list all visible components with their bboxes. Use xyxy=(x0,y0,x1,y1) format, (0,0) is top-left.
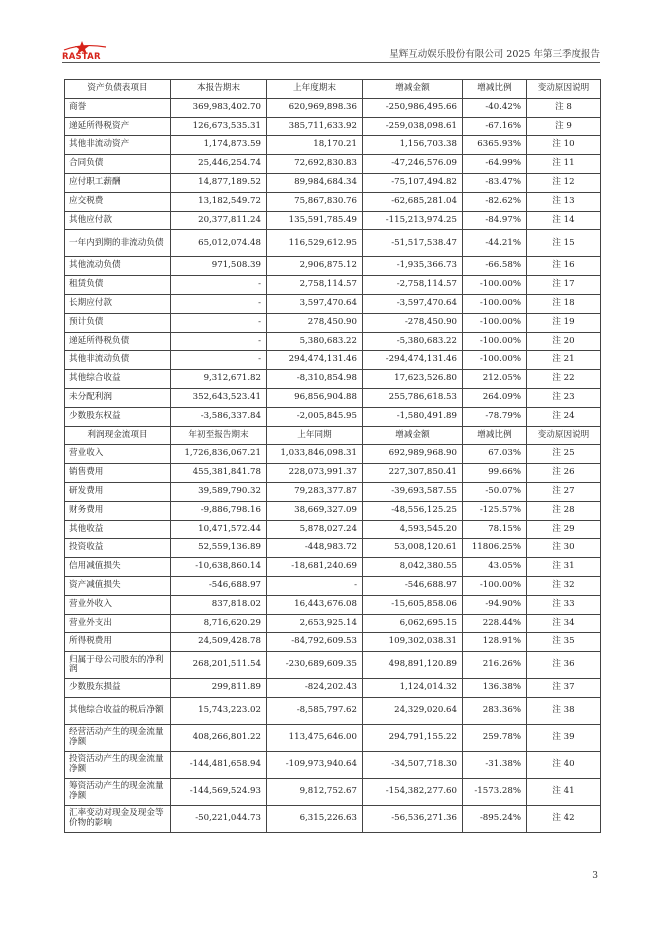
table-row xyxy=(65,211,601,230)
prior-value: 75,867,830.76 xyxy=(267,192,363,211)
prior-value: 2,653,925.14 xyxy=(267,614,363,633)
current-value: 299,811.89 xyxy=(171,679,267,698)
change-ratio: -64.99% xyxy=(463,155,527,174)
prior-value: 3,597,470.64 xyxy=(267,294,363,313)
change-amount: 227,307,850.41 xyxy=(363,464,463,483)
current-value: - xyxy=(171,332,267,351)
prior-value: -230,689,609.35 xyxy=(267,652,363,679)
prior-value: -109,973,940.64 xyxy=(267,751,363,778)
change-ratio: -100.00% xyxy=(463,276,527,295)
change-note: 注 41 xyxy=(527,778,601,805)
item-name: 其他非流动负债 xyxy=(65,351,171,370)
change-amount: -250,986,495.66 xyxy=(363,98,463,117)
change-amount: 1,156,703.38 xyxy=(363,136,463,155)
table-row xyxy=(65,778,601,805)
table-row xyxy=(65,117,601,136)
table-row xyxy=(65,230,601,257)
change-amount: -115,213,974.25 xyxy=(363,211,463,230)
change-amount: 17,623,526.80 xyxy=(363,370,463,389)
table-row xyxy=(65,388,601,407)
item-name: 预计负债 xyxy=(65,313,171,332)
prior-value: 385,711,633.92 xyxy=(267,117,363,136)
change-ratio: -94.90% xyxy=(463,595,527,614)
change-note: 注 37 xyxy=(527,679,601,698)
current-value: 126,673,535.31 xyxy=(171,117,267,136)
change-note: 注 18 xyxy=(527,294,601,313)
change-note: 注 40 xyxy=(527,751,601,778)
table-row xyxy=(65,351,601,370)
prior-value: 38,669,327.09 xyxy=(267,501,363,520)
change-amount: -15,605,858.06 xyxy=(363,595,463,614)
table-row xyxy=(65,332,601,351)
column-header: 本报告期末 xyxy=(171,80,267,99)
prior-value: 5,380,683.22 xyxy=(267,332,363,351)
item-name: 投资收益 xyxy=(65,539,171,558)
current-value: 352,643,523.41 xyxy=(171,388,267,407)
current-value: 837,818.02 xyxy=(171,595,267,614)
item-name: 其他收益 xyxy=(65,520,171,539)
change-note: 注 31 xyxy=(527,558,601,577)
report-title: 星辉互动娱乐股份有限公司 2025 年第三季度报告 xyxy=(389,49,600,60)
prior-value: -18,681,240.69 xyxy=(267,558,363,577)
table-row xyxy=(65,257,601,276)
current-value: -144,569,524.93 xyxy=(171,778,267,805)
change-ratio: 228.44% xyxy=(463,614,527,633)
table-row xyxy=(65,805,601,832)
item-name: 合同负债 xyxy=(65,155,171,174)
table-row xyxy=(65,679,601,698)
current-value: - xyxy=(171,276,267,295)
change-amount: 255,786,618.53 xyxy=(363,388,463,407)
prior-value: -2,005,845.95 xyxy=(267,407,363,426)
current-value: 1,174,873.59 xyxy=(171,136,267,155)
table-row xyxy=(65,652,601,679)
current-value: -9,886,798.16 xyxy=(171,501,267,520)
item-name: 销售费用 xyxy=(65,464,171,483)
page-number: 3 xyxy=(592,871,598,881)
item-name: 应交税费 xyxy=(65,192,171,211)
change-amount: 692,989,968.90 xyxy=(363,445,463,464)
table-row xyxy=(65,192,601,211)
change-note: 注 33 xyxy=(527,595,601,614)
column-header: 变动原因说明 xyxy=(527,80,601,99)
item-name: 投资活动产生的现金流量净额 xyxy=(65,751,171,778)
change-amount: -154,382,277.60 xyxy=(363,778,463,805)
prior-value: -824,202.43 xyxy=(267,679,363,698)
change-amount: -48,556,125.25 xyxy=(363,501,463,520)
prior-value: 620,969,898.36 xyxy=(267,98,363,117)
change-amount: 498,891,120.89 xyxy=(363,652,463,679)
table-row xyxy=(65,558,601,577)
change-note: 注 27 xyxy=(527,482,601,501)
item-name: 筹资活动产生的现金流量净额 xyxy=(65,778,171,805)
change-note: 注 35 xyxy=(527,633,601,652)
change-note: 注 9 xyxy=(527,117,601,136)
prior-value: 113,475,646.00 xyxy=(267,724,363,751)
change-amount: -2,758,114.57 xyxy=(363,276,463,295)
item-name: 少数股东权益 xyxy=(65,407,171,426)
current-value: 10,471,572.44 xyxy=(171,520,267,539)
change-amount: 8,042,380.55 xyxy=(363,558,463,577)
table-row xyxy=(65,697,601,724)
prior-value: -84,792,609.53 xyxy=(267,633,363,652)
prior-value: 16,443,676.08 xyxy=(267,595,363,614)
logo-text: RASTAR xyxy=(62,52,101,62)
change-ratio: -66.58% xyxy=(463,257,527,276)
table-row xyxy=(65,482,601,501)
change-amount: 24,329,020.64 xyxy=(363,697,463,724)
change-amount: 109,302,038.31 xyxy=(363,633,463,652)
change-amount: -75,107,494.82 xyxy=(363,173,463,192)
current-value: 369,983,402.70 xyxy=(171,98,267,117)
item-name: 营业外收入 xyxy=(65,595,171,614)
current-value: -144,481,658.94 xyxy=(171,751,267,778)
change-ratio: -83.47% xyxy=(463,173,527,192)
current-value: 971,508.39 xyxy=(171,257,267,276)
change-amount: -1,580,491.89 xyxy=(363,407,463,426)
current-value: -50,221,044.73 xyxy=(171,805,267,832)
change-note: 注 32 xyxy=(527,576,601,595)
change-amount: 6,062,695.15 xyxy=(363,614,463,633)
item-name: 信用减值损失 xyxy=(65,558,171,577)
current-value: 8,716,620.29 xyxy=(171,614,267,633)
current-value: 1,726,836,067.21 xyxy=(171,445,267,464)
current-value: 455,381,841.78 xyxy=(171,464,267,483)
column-header: 增减比例 xyxy=(463,426,527,445)
prior-value: 1,033,846,098.31 xyxy=(267,445,363,464)
table-row xyxy=(65,724,601,751)
change-note: 注 20 xyxy=(527,332,601,351)
prior-value: 9,812,752.67 xyxy=(267,778,363,805)
balance-header-row xyxy=(65,80,601,99)
change-ratio: 259.78% xyxy=(463,724,527,751)
change-note: 注 17 xyxy=(527,276,601,295)
change-ratio: -40.42% xyxy=(463,98,527,117)
change-amount: -51,517,538.47 xyxy=(363,230,463,257)
item-name: 其他非流动资产 xyxy=(65,136,171,155)
item-name: 财务费用 xyxy=(65,501,171,520)
change-note: 注 15 xyxy=(527,230,601,257)
current-value: 13,182,549.72 xyxy=(171,192,267,211)
table-row xyxy=(65,576,601,595)
change-amount: -259,038,098.61 xyxy=(363,117,463,136)
change-amount: -39,693,587.55 xyxy=(363,482,463,501)
change-ratio: 212.05% xyxy=(463,370,527,389)
change-note: 注 8 xyxy=(527,98,601,117)
change-note: 注 25 xyxy=(527,445,601,464)
current-value: 14,877,189.52 xyxy=(171,173,267,192)
item-name: 营业收入 xyxy=(65,445,171,464)
change-note: 注 23 xyxy=(527,388,601,407)
change-note: 注 21 xyxy=(527,351,601,370)
change-amount: 53,008,120.61 xyxy=(363,539,463,558)
change-ratio: -100.00% xyxy=(463,351,527,370)
change-ratio: -100.00% xyxy=(463,332,527,351)
change-ratio: -50.07% xyxy=(463,482,527,501)
item-name: 研发费用 xyxy=(65,482,171,501)
header-divider xyxy=(62,62,600,63)
table-row xyxy=(65,633,601,652)
item-name: 递延所得税负债 xyxy=(65,332,171,351)
change-amount: -56,536,271.36 xyxy=(363,805,463,832)
item-name: 其他综合收益的税后净额 xyxy=(65,697,171,724)
change-note: 注 13 xyxy=(527,192,601,211)
current-value: -546,688.97 xyxy=(171,576,267,595)
table-row xyxy=(65,370,601,389)
prior-value: 6,315,226.63 xyxy=(267,805,363,832)
change-amount: 294,791,155.22 xyxy=(363,724,463,751)
change-note: 注 11 xyxy=(527,155,601,174)
change-ratio: -67.16% xyxy=(463,117,527,136)
change-amount: 4,593,545.20 xyxy=(363,520,463,539)
prior-value: -8,585,797.62 xyxy=(267,697,363,724)
item-name: 营业外支出 xyxy=(65,614,171,633)
current-value: 24,509,428.78 xyxy=(171,633,267,652)
prior-value: 294,474,131.46 xyxy=(267,351,363,370)
change-amount: -278,450.90 xyxy=(363,313,463,332)
column-header: 上年同期 xyxy=(267,426,363,445)
item-name: 应付职工薪酬 xyxy=(65,173,171,192)
table-row xyxy=(65,173,601,192)
change-amount: -1,935,366.73 xyxy=(363,257,463,276)
change-ratio: -125.57% xyxy=(463,501,527,520)
change-ratio: 216.26% xyxy=(463,652,527,679)
financial-changes-table xyxy=(64,79,601,833)
table-row xyxy=(65,520,601,539)
table-row xyxy=(65,407,601,426)
change-ratio: 264.09% xyxy=(463,388,527,407)
item-name: 汇率变动对现金及现金等价物的影响 xyxy=(65,805,171,832)
change-ratio: -100.00% xyxy=(463,576,527,595)
current-value: -3,586,337.84 xyxy=(171,407,267,426)
change-amount: -5,380,683.22 xyxy=(363,332,463,351)
change-ratio: 99.66% xyxy=(463,464,527,483)
change-amount: -546,688.97 xyxy=(363,576,463,595)
prior-value: 96,856,904.88 xyxy=(267,388,363,407)
table-row xyxy=(65,614,601,633)
current-value: - xyxy=(171,313,267,332)
table-row xyxy=(65,501,601,520)
change-amount: -3,597,470.64 xyxy=(363,294,463,313)
change-ratio: 136.38% xyxy=(463,679,527,698)
change-note: 注 16 xyxy=(527,257,601,276)
company-logo xyxy=(62,40,114,64)
change-note: 注 36 xyxy=(527,652,601,679)
table-row xyxy=(65,313,601,332)
current-value: 268,201,511.54 xyxy=(171,652,267,679)
change-note: 注 19 xyxy=(527,313,601,332)
item-name: 长期应付款 xyxy=(65,294,171,313)
current-value: -10,638,860.14 xyxy=(171,558,267,577)
change-note: 注 28 xyxy=(527,501,601,520)
table-row xyxy=(65,294,601,313)
current-value: 20,377,811.24 xyxy=(171,211,267,230)
change-ratio: -44.21% xyxy=(463,230,527,257)
current-value: 15,743,223.02 xyxy=(171,697,267,724)
change-note: 注 34 xyxy=(527,614,601,633)
current-value: 52,559,136.89 xyxy=(171,539,267,558)
item-name: 其他流动负债 xyxy=(65,257,171,276)
change-ratio: 11806.25% xyxy=(463,539,527,558)
table-row xyxy=(65,276,601,295)
current-value: 65,012,074.48 xyxy=(171,230,267,257)
prior-value: 5,878,027.24 xyxy=(267,520,363,539)
change-note: 注 26 xyxy=(527,464,601,483)
column-header: 上年度期末 xyxy=(267,80,363,99)
change-ratio: 43.05% xyxy=(463,558,527,577)
change-note: 注 30 xyxy=(527,539,601,558)
prior-value: 135,591,785.49 xyxy=(267,211,363,230)
change-ratio: -100.00% xyxy=(463,294,527,313)
column-header: 利润现金流项目 xyxy=(65,426,171,445)
change-note: 注 42 xyxy=(527,805,601,832)
change-note: 注 39 xyxy=(527,724,601,751)
item-name: 经营活动产生的现金流量净额 xyxy=(65,724,171,751)
change-ratio: -31.38% xyxy=(463,751,527,778)
item-name: 少数股东损益 xyxy=(65,679,171,698)
change-note: 注 38 xyxy=(527,697,601,724)
item-name: 其他应付款 xyxy=(65,211,171,230)
income-header-row xyxy=(65,426,601,445)
current-value: 25,446,254.74 xyxy=(171,155,267,174)
column-header: 变动原因说明 xyxy=(527,426,601,445)
item-name: 一年内到期的非流动负债 xyxy=(65,230,171,257)
table-row xyxy=(65,539,601,558)
current-value: - xyxy=(171,351,267,370)
prior-value: 2,758,114.57 xyxy=(267,276,363,295)
column-header: 增减金额 xyxy=(363,426,463,445)
item-name: 未分配利润 xyxy=(65,388,171,407)
prior-value: 18,170.21 xyxy=(267,136,363,155)
column-header: 资产负债表项目 xyxy=(65,80,171,99)
table-row xyxy=(65,155,601,174)
current-value: - xyxy=(171,294,267,313)
prior-value: - xyxy=(267,576,363,595)
prior-value: 89,984,684.34 xyxy=(267,173,363,192)
table-row xyxy=(65,98,601,117)
prior-value: 2,906,875.12 xyxy=(267,257,363,276)
change-ratio: -895.24% xyxy=(463,805,527,832)
current-value: 39,589,790.32 xyxy=(171,482,267,501)
change-ratio: 128.91% xyxy=(463,633,527,652)
change-note: 注 24 xyxy=(527,407,601,426)
change-ratio: 78.15% xyxy=(463,520,527,539)
change-note: 注 12 xyxy=(527,173,601,192)
item-name: 商誉 xyxy=(65,98,171,117)
current-value: 408,266,801.22 xyxy=(171,724,267,751)
prior-value: 79,283,377.87 xyxy=(267,482,363,501)
prior-value: 278,450.90 xyxy=(267,313,363,332)
change-ratio: 67.03% xyxy=(463,445,527,464)
change-amount: -34,507,718.30 xyxy=(363,751,463,778)
prior-value: -8,310,854.98 xyxy=(267,370,363,389)
prior-value: -448,983.72 xyxy=(267,539,363,558)
change-ratio: 6365.93% xyxy=(463,136,527,155)
item-name: 归属于母公司股东的净利润 xyxy=(65,652,171,679)
prior-value: 72,692,830.83 xyxy=(267,155,363,174)
item-name: 其他综合收益 xyxy=(65,370,171,389)
change-amount: -47,246,576.09 xyxy=(363,155,463,174)
change-note: 注 22 xyxy=(527,370,601,389)
current-value: 9,312,671.82 xyxy=(171,370,267,389)
change-note: 注 14 xyxy=(527,211,601,230)
change-ratio: 283.36% xyxy=(463,697,527,724)
item-name: 资产减值损失 xyxy=(65,576,171,595)
item-name: 所得税费用 xyxy=(65,633,171,652)
table-row xyxy=(65,445,601,464)
change-ratio: -82.62% xyxy=(463,192,527,211)
change-ratio: -1573.28% xyxy=(463,778,527,805)
change-ratio: -78.79% xyxy=(463,407,527,426)
change-amount: 1,124,014.32 xyxy=(363,679,463,698)
column-header: 增减金额 xyxy=(363,80,463,99)
change-amount: -62,685,281.04 xyxy=(363,192,463,211)
table-row xyxy=(65,136,601,155)
column-header: 增减比例 xyxy=(463,80,527,99)
column-header: 年初至报告期末 xyxy=(171,426,267,445)
table-row xyxy=(65,464,601,483)
change-note: 注 29 xyxy=(527,520,601,539)
change-ratio: -84.97% xyxy=(463,211,527,230)
change-amount: -294,474,131.46 xyxy=(363,351,463,370)
prior-value: 228,073,991.37 xyxy=(267,464,363,483)
item-name: 租赁负债 xyxy=(65,276,171,295)
change-note: 注 10 xyxy=(527,136,601,155)
prior-value: 116,529,612.95 xyxy=(267,230,363,257)
table-row xyxy=(65,751,601,778)
change-ratio: -100.00% xyxy=(463,313,527,332)
item-name: 递延所得税资产 xyxy=(65,117,171,136)
table-row xyxy=(65,595,601,614)
